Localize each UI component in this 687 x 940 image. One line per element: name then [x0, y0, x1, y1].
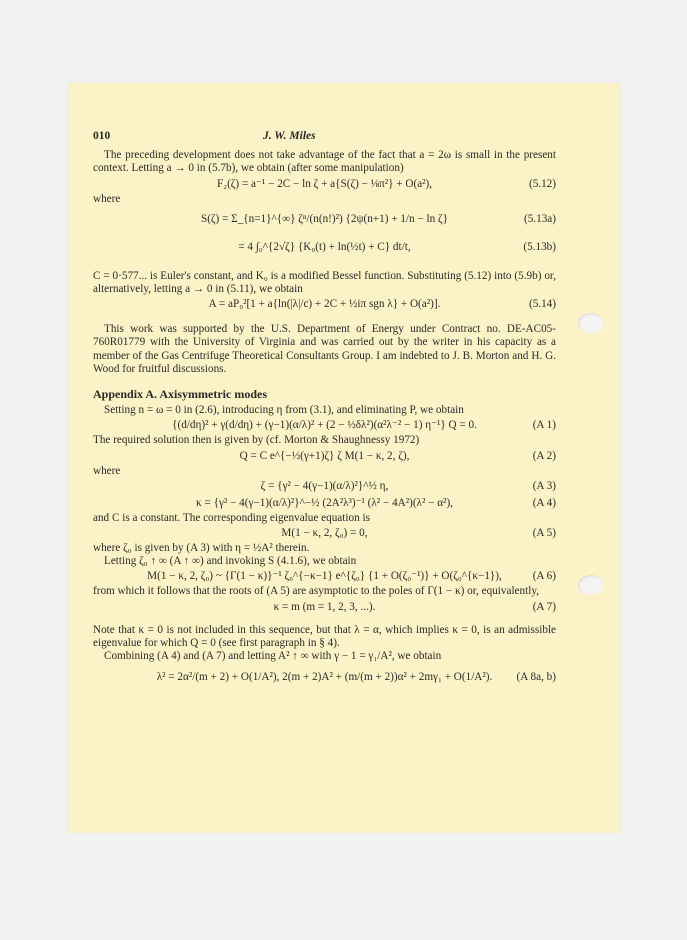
paragraph: Letting ζ₀ ↑ ∞ (A ↑ ∞) and invoking S (4.1.6), we obtain: [104, 555, 357, 568]
equation-5-13a: S(ζ) = Σ_{n=1}^{∞} ζⁿ/(n(n!)²) {2ψ(n+1) + 1/n − ln ζ} (5.13a): [200, 213, 556, 226]
punch-hole-top: [578, 313, 604, 333]
paragraph: The required solution then is given by (cf. Morton & Shaughnessy 1972): [93, 434, 420, 447]
equation-A3: ζ = {γ² − 4(γ−1)(α/λ)²}^½ η, (A 3): [260, 479, 556, 492]
appendix-title: Appendix A. Axisymmetric modes: [93, 387, 267, 402]
equation-5-12: F₂(ζ) = a⁻¹ − 2C − ln ζ + a{S(ζ) − ⅛π²} + O(a²), (5.12): [216, 177, 556, 190]
paragraph: and C is a constant. The corresponding eigenvalue equation is: [93, 511, 370, 524]
page-number: 010: [93, 130, 111, 142]
equation-A2: Q = C e^{−½(γ+1)ζ} ζ M(1 − κ, 2, ζ), (A 2): [239, 449, 556, 462]
paragraph: Setting n = ω = 0 in (2.6), introducing η from (3.1), and eliminating P, we obtain: [104, 404, 464, 417]
punch-hole-bottom: [578, 575, 604, 595]
page-content: [93, 130, 556, 691]
acknowledgement-paragraph: This work was supported by the U.S. Department of Energy under Contract no. DE-AC05-760R01779 with the University of Virginia and was carried out by the writer in his capacity as a member of the Gas Centrifuge Theoretical Consultants Group. I am indebted to J. B. Morton and H. G. Wood for fruitful discussions.: [93, 323, 556, 375]
equation-A6: M(1 − κ, 2, ζ₀) ~ {Γ(1 − κ)}⁻¹ ζ₀^{−κ−1} e^{ζ₀} {1 + O(ζ₀⁻¹)} + O(ζ₀^{κ−1}), (A 6): [147, 570, 556, 583]
equation-A1: {(d/dη)² + γ(d/dη) + (γ−1)(α/λ)² + (2 − ½δλ²)(α²λ⁻² − 1) η⁻¹} Q = 0. (A 1): [172, 419, 556, 432]
paragraph: Note that κ = 0 is not included in this sequence, but that λ = α, which implies κ = 0, is an admissible eigenvalue for which Q = 0 (see first paragraph in § 4).: [93, 623, 556, 649]
where-label: where: [93, 464, 121, 477]
paragraph: Combining (A 4) and (A 7) and letting A² ↑ ∞ with γ − 1 = γ₁/A², we obtain: [104, 650, 442, 663]
equation-A8: λ² = 2α²/(m + 2) + O(1/A²), 2(m + 2)A² + (m/(m + 2))α² + 2mγ₁ + O(1/A²). (A 8a, b): [156, 670, 556, 683]
equation-5-14: A = aP₀²[1 + a{ln(|λ|/c) + 2C + ½iπ sgn λ} + O(a²)]. (5.14): [208, 298, 556, 311]
author-name: J. W. Miles: [263, 130, 316, 142]
equation-5-13b: = 4 ∫₀^{2√ζ} {K₀(t) + ln(½t) + C} dt/t, (5.13b): [238, 241, 556, 254]
equation-A4: κ = {γ² − 4(γ−1)(α/λ)²}^−½ (2A²λ³)⁻¹ (λ² − 4A²)(λ² − α²), (A 4): [196, 496, 556, 509]
equation-A5: M(1 − κ, 2, ζ₀) = 0, (A 5): [281, 526, 556, 539]
equation-A7: κ = m (m = 1, 2, 3, ...). (A 7): [273, 600, 556, 613]
where-label: where: [93, 192, 121, 205]
paragraph: The preceding development does not take advantage of the fact that a = 2ω is small in the present context. Letting a → 0 in (5.7b), we obtain (after some manipulation): [93, 149, 556, 175]
paragraph: where ζ₀ is given by (A 3) with η = ½A² therein.: [93, 542, 310, 555]
running-header: [93, 130, 556, 143]
paragraph: from which it follows that the roots of (A 5) are asymptotic to the poles of Γ(1 − κ) or, equivalently,: [93, 585, 539, 598]
paragraph: C = 0·577... is Euler's constant, and K₀ is a modified Bessel function. Substituting (5.12) into (5.9b) or, alternatively, letting a → 0 in (5.11), we obtain: [93, 269, 556, 296]
